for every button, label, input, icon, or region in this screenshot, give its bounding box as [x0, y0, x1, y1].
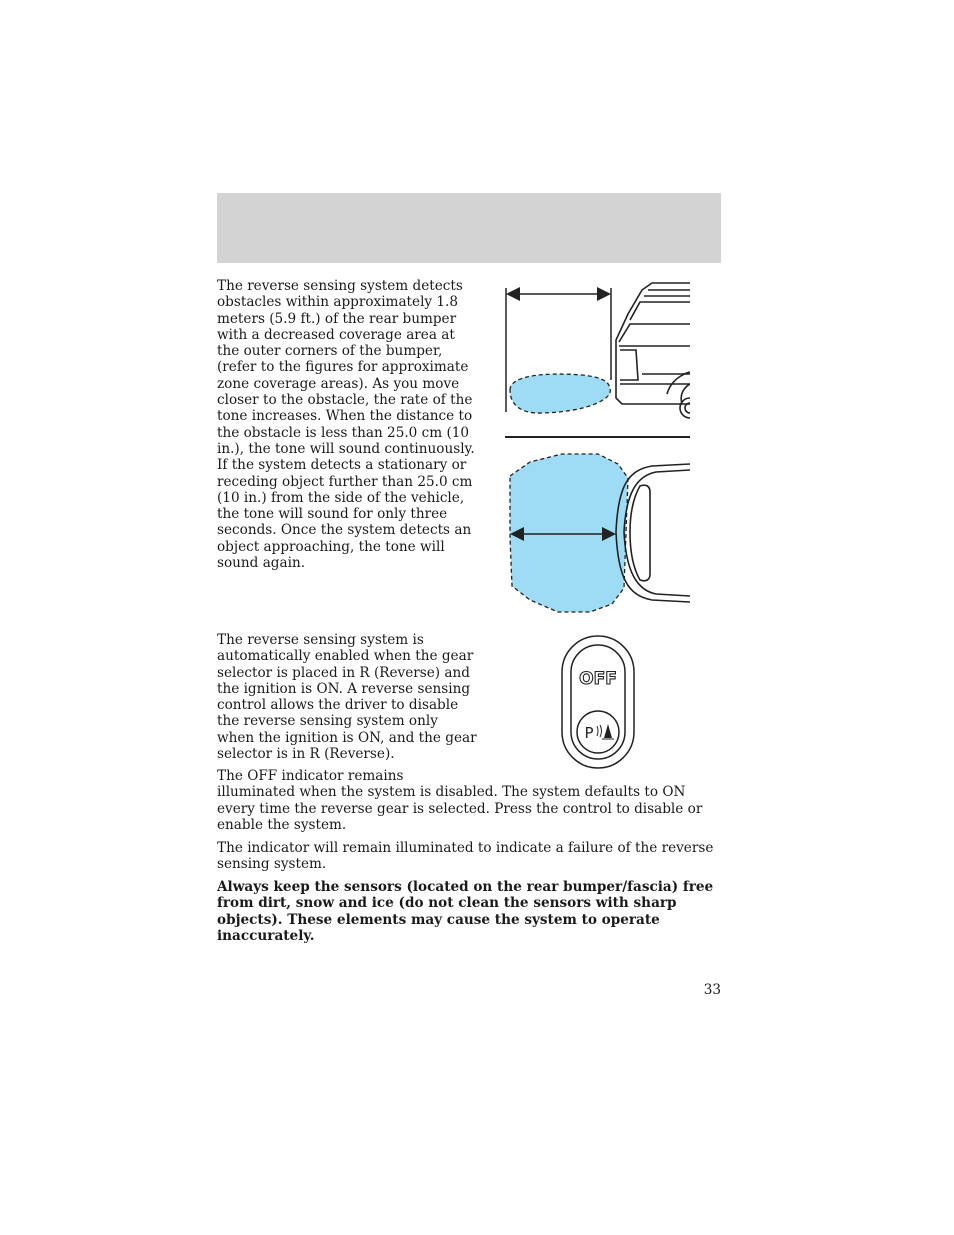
warning-keep-sensors-clean: Always keep the sensors (located on the rear bumper/fascia) free from dirt, snow and ice (do not clean the sensors with sharp objects). These elements may cause the system to operate inaccurately.: [217, 879, 714, 944]
top-view-coverage-figure: [502, 448, 690, 616]
paragraph-detection-range: The reverse sensing system detects obstacles within approximately 1.8 meters (5.9 ft.) of the rear bumper with a decreased coverage area at the outer corners of the bumper, (refer to the figures for approximate zone coverage areas). As you move closer to the obstacle, the rate of the tone increases. When the distance to the obstacle is less than 25.0 cm (10 in.), the tone will sound continuously. If the system detects a stationary or receding object further than 25.0 cm (10 in.) from the side of the vehicle, the tone will sound for only three seconds. Once the system detects an object approaching, the tone will sound again.: [217, 278, 475, 572]
section-header-band: [217, 193, 721, 263]
paragraph-failure-indicator: The indicator will remain illuminated to indicate a failure of the reverse sensing system.: [217, 840, 714, 873]
arrow-head-left: [506, 287, 520, 301]
reverse-sensing-control-switch[interactable]: [558, 632, 638, 772]
off-indicator-label: OFF: [579, 669, 617, 689]
vehicle-rear-side: [616, 283, 690, 418]
paragraph-auto-enable: The reverse sensing system is automatically enabled when the gear selector is placed in R (Reverse) and the ignition is ON. A reverse sensing control allows the driver to disable the reverse sensing system only when the ignition is ON, and the gear selector is in R (Reverse).: [217, 632, 477, 763]
paragraph-off-indicator-first-line: The OFF indicator remains: [217, 768, 404, 784]
side-view-coverage-figure: [502, 280, 690, 442]
p-button-label: P: [584, 724, 594, 742]
page-number: 33: [703, 982, 721, 998]
arrow-head-right: [597, 287, 611, 301]
paragraph-off-indicator: [217, 768, 721, 833]
paragraph-off-indicator-rest: illuminated when the system is disabled. The system defaults to ON every time the reverse gear is selected. Press the control to disable or enable the system.: [217, 784, 703, 833]
side-coverage-zone: [510, 374, 610, 413]
